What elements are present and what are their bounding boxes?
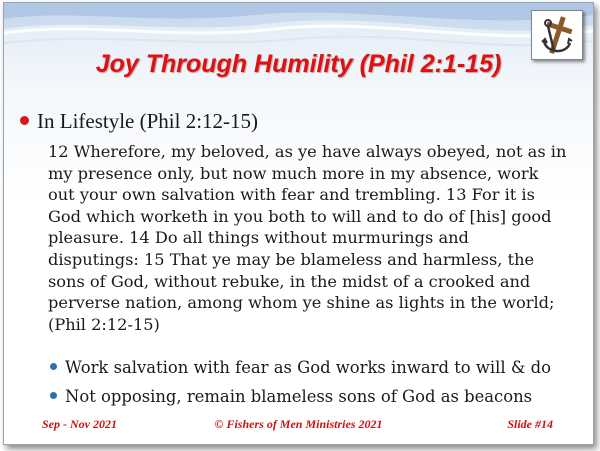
verse-line: 12 Wherefore, my beloved, as ye have always obeyed, not as in bbox=[48, 142, 567, 161]
bullet-dot-icon bbox=[50, 363, 57, 370]
main-bullet bbox=[20, 109, 258, 134]
slide-title: Joy Through Humility (Phil 2:1-15) bbox=[95, 50, 502, 78]
verse-line: disputings: 15 That ye may be blameless and harmless, the bbox=[48, 249, 535, 269]
footer-copyright: © Fishers of Men Ministries 2021 bbox=[214, 417, 383, 431]
bullet-dot-icon bbox=[20, 116, 29, 125]
bullet-dot-icon bbox=[50, 392, 57, 399]
verse-line: perverse nation, among whom ye shine as lights in the world; bbox=[48, 293, 555, 313]
verse-line: my presence only, but now much more in my absence, work bbox=[48, 163, 539, 183]
verse-line: out your own salvation with fear and trembling. 13 For it is bbox=[48, 185, 535, 205]
verse-line: God which worketh in you both to will and to do of [his] good bbox=[48, 206, 552, 226]
slide bbox=[3, 2, 594, 445]
verse-line: (Phil 2:12-15) bbox=[48, 314, 160, 334]
verse-line: sons of God, without rebuke, in the midst of a crooked and bbox=[48, 271, 531, 291]
verse-line: pleasure. 14 Do all things without murmurings and bbox=[48, 228, 469, 248]
scripture-passage bbox=[48, 141, 578, 335]
sub-bullet-text: Not opposing, remain blameless sons of God as beacons bbox=[65, 387, 533, 406]
sub-bullet-text: Work salvation with fear as God works inward to will & do bbox=[65, 358, 551, 377]
sub-bullet bbox=[50, 387, 532, 406]
footer-slide-number: Slide #14 bbox=[507, 417, 553, 431]
sub-bullet bbox=[50, 358, 551, 377]
footer-date: Sep - Nov 2021 bbox=[42, 417, 117, 431]
main-bullet-text: In Lifestyle (Phil 2:12-15) bbox=[37, 109, 259, 133]
